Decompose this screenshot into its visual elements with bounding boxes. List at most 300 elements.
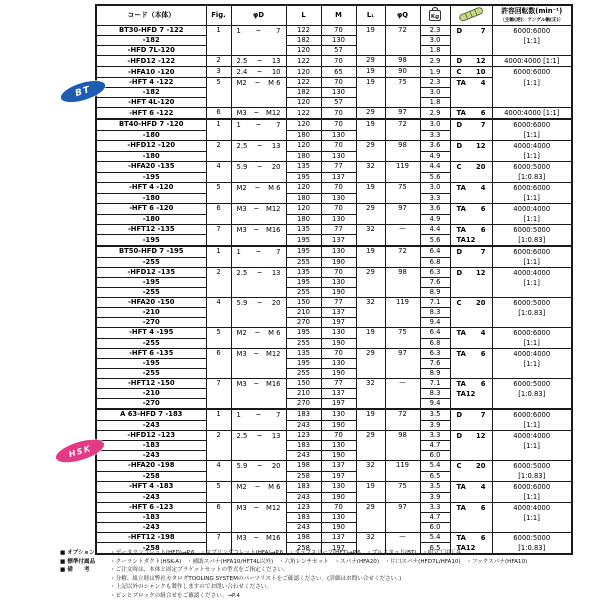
- hsk-shank-badge: HSK: [53, 435, 106, 467]
- length-m-cell: 190: [321, 257, 356, 268]
- mass-kg-cell: 3.0: [420, 36, 450, 46]
- diameter-q-cell: 97: [385, 204, 420, 225]
- mass-kg-cell: 1.8: [420, 46, 450, 56]
- fig-cell: 6: [206, 503, 231, 533]
- code-cell: -182: [96, 88, 206, 98]
- code-cell: -HFT 4 -183: [96, 482, 206, 493]
- length-l-cell: 150: [286, 379, 321, 389]
- diameter-range-cell: 2.4 ~ 10: [231, 67, 286, 78]
- mass-kg-cell: 2.9: [420, 108, 450, 120]
- mass-kg-cell: 1.9: [420, 67, 450, 78]
- rotation-speed-cell: 6000:5000 [1:0.83]: [492, 298, 572, 328]
- footnote-label: ■ 備 考: [60, 567, 90, 574]
- length-m-cell: 130: [321, 193, 356, 204]
- code-cell: -195: [96, 359, 206, 369]
- tool-code-cell: D 12: [450, 431, 492, 461]
- length-m-cell: 70: [321, 78, 356, 88]
- fig-cell: 1: [206, 409, 231, 431]
- diameter-range-cell: 2.5 ~ 13: [231, 56, 286, 67]
- bt-shank-badge: BT: [59, 77, 108, 107]
- spec-row: [96, 461, 572, 472]
- mass-kg-cell: 9.4: [420, 399, 450, 410]
- footnote-label: [60, 592, 110, 600]
- tool-code-cell: D 12: [450, 141, 492, 162]
- length-l1-cell: 19: [356, 26, 385, 56]
- length-l1-cell: 19: [356, 246, 385, 268]
- length-l-cell: 122: [286, 78, 321, 88]
- header-row: [96, 5, 572, 26]
- spec-row: [96, 298, 572, 308]
- length-m-cell: 130: [321, 246, 356, 257]
- length-m-cell: 197: [321, 543, 356, 554]
- mass-kg-cell: 2.3: [420, 78, 450, 88]
- mass-kg-cell: 6.4: [420, 328, 450, 339]
- rotation-speed-cell: 4000:4000 [1:1]: [492, 349, 572, 379]
- code-cell: -195: [96, 235, 206, 246]
- code-cell: -180: [96, 193, 206, 204]
- fig-cell: 3: [206, 67, 231, 78]
- length-l-cell: 183: [286, 513, 321, 523]
- diameter-range-cell: M2 ~ M 6: [231, 328, 286, 349]
- code-cell: -HFT 4L-120: [96, 98, 206, 108]
- length-l-cell: 122: [286, 56, 321, 67]
- length-m-cell: 70: [321, 183, 356, 194]
- diameter-q-cell: 98: [385, 141, 420, 162]
- spec-row: [96, 108, 572, 120]
- mass-kg-cell: 8.3: [420, 389, 450, 399]
- diameter-range-cell: 2.5 ~ 13: [231, 141, 286, 162]
- mass-kg-cell: 5.4: [420, 533, 450, 543]
- code-cell: -HFT 4 -122: [96, 78, 206, 88]
- footnote-line: [60, 583, 596, 592]
- length-l-cell: 255: [286, 369, 321, 379]
- length-l-cell: 195: [286, 328, 321, 339]
- fig-cell: 5: [206, 183, 231, 204]
- header-length-l1: L₁: [356, 5, 385, 26]
- diameter-q-cell: —: [385, 225, 420, 247]
- code-cell: -258: [96, 471, 206, 482]
- diameter-range-cell: M3 ~ M16: [231, 225, 286, 247]
- diameter-range-cell: M3 ~ M16: [231, 533, 286, 555]
- length-l-cell: 258: [286, 543, 321, 554]
- tool-code-cell: D 7: [450, 409, 492, 431]
- diameter-range-cell: 1 ~ 7: [231, 119, 286, 141]
- fig-cell: 1: [206, 246, 231, 268]
- length-l-cell: 243: [286, 523, 321, 533]
- tool-code-cell: TA 4: [450, 183, 492, 204]
- rotation-speed-cell: 6000:6000 [1:1]: [492, 482, 572, 503]
- rotation-speed-cell: 6000:6000: [492, 67, 572, 78]
- spec-row: [96, 409, 572, 420]
- length-m-cell: 197: [321, 399, 356, 410]
- mass-kg-cell: 6.4: [420, 246, 450, 257]
- length-l-cell: 182: [286, 88, 321, 98]
- length-m-cell: 190: [321, 420, 356, 431]
- weight-kg-icon: [420, 5, 450, 26]
- length-l1-cell: 29: [356, 56, 385, 67]
- length-l-cell: 135: [286, 349, 321, 359]
- length-l1-cell: 29: [356, 204, 385, 225]
- code-cell: -HFD12 -135: [96, 268, 206, 278]
- length-m-cell: 77: [321, 225, 356, 235]
- code-cell: BT50-HFD 7 -195: [96, 246, 206, 257]
- mass-kg-cell: 3.5: [420, 482, 450, 493]
- diameter-q-cell: 97: [385, 349, 420, 379]
- diameter-q-cell: 72: [385, 409, 420, 431]
- spec-row: [96, 533, 572, 543]
- length-l-cell: 195: [286, 172, 321, 183]
- length-m-cell: 57: [321, 98, 356, 108]
- code-cell: -243: [96, 451, 206, 461]
- mass-kg-cell: 3.5: [420, 409, 450, 420]
- code-cell: -195: [96, 172, 206, 183]
- length-l-cell: 120: [286, 98, 321, 108]
- length-l1-cell: 29: [356, 503, 385, 533]
- mass-kg-cell: 3.0: [420, 183, 450, 194]
- tool-code-cell: C 10: [450, 67, 492, 78]
- spec-row: [96, 431, 572, 441]
- length-m-cell: 190: [321, 338, 356, 349]
- length-l-cell: 210: [286, 389, 321, 399]
- length-m-cell: 130: [321, 513, 356, 523]
- length-l-cell: 255: [286, 288, 321, 298]
- rotation-speed-cell: 6000:6000 [1:1]: [492, 183, 572, 204]
- spec-row: [96, 119, 572, 130]
- spec-table: [95, 4, 573, 555]
- header-diameter-q: φQ: [385, 5, 420, 26]
- footnote-text: ・クーラントダクト(HSK-A) ・補助スパナ(HFA10/HFT4L以外) ・六角レンチセット ・スパナ(HFA20) ・片口スパナ(HFD7L/HFA10) ・フックスパナ(HFA10): [110, 558, 528, 565]
- diameter-q-cell: 75: [385, 183, 420, 204]
- length-m-cell: 130: [321, 88, 356, 98]
- mass-kg-cell: 3.9: [420, 492, 450, 503]
- diameter-q-cell: 90: [385, 67, 420, 78]
- tool-code-cell: TA 6: [450, 503, 492, 533]
- mass-kg-cell: 3.3: [420, 431, 450, 441]
- mass-kg-cell: 8.9: [420, 288, 450, 298]
- length-m-cell: 137: [321, 533, 356, 543]
- spec-row: [96, 482, 572, 493]
- length-l-cell: 183: [286, 482, 321, 493]
- rotation-speed-cell: [1:1]: [492, 78, 572, 108]
- spec-row: [96, 141, 572, 152]
- footnote-line: [60, 566, 596, 575]
- rotation-speed-cell: 4000:4000 [1:1]: [492, 56, 572, 67]
- length-m-cell: 197: [321, 471, 356, 482]
- mass-kg-cell: 6.8: [420, 338, 450, 349]
- length-l-cell: 122: [286, 108, 321, 120]
- diameter-q-cell: 119: [385, 162, 420, 183]
- mass-kg-cell: 7.1: [420, 298, 450, 308]
- length-l-cell: 195: [286, 278, 321, 288]
- length-l1-cell: 32: [356, 162, 385, 183]
- length-l1-cell: 19: [356, 119, 385, 141]
- length-l1-cell: 19: [356, 482, 385, 503]
- diameter-q-cell: 75: [385, 328, 420, 349]
- code-cell: -HFD12 -120: [96, 141, 206, 152]
- length-m-cell: 70: [321, 503, 356, 513]
- code-cell: -195: [96, 278, 206, 288]
- rotation-speed-cell: 4000:4000 [1:1]: [492, 503, 572, 533]
- rotation-speed-cell: 6000:5000 [1:0.83]: [492, 379, 572, 410]
- length-m-cell: 190: [321, 288, 356, 298]
- mass-kg-cell: 2.3: [420, 26, 450, 36]
- diameter-range-cell: 5.9 ~ 20: [231, 298, 286, 328]
- code-cell: -243: [96, 420, 206, 431]
- code-cell: BT40-HFD 7 -120: [96, 119, 206, 130]
- code-cell: -180: [96, 214, 206, 225]
- length-m-cell: 77: [321, 298, 356, 308]
- mass-kg-cell: 6.3: [420, 268, 450, 278]
- code-cell: -180: [96, 130, 206, 141]
- mass-kg-cell: 5.6: [420, 172, 450, 183]
- tool-code-cell: TA 6: [450, 349, 492, 379]
- length-l1-cell: 19: [356, 67, 385, 78]
- code-cell: -243: [96, 492, 206, 503]
- mass-kg-cell: 4.9: [420, 151, 450, 162]
- code-cell: -HFT12 -135: [96, 225, 206, 235]
- length-m-cell: 130: [321, 130, 356, 141]
- mass-kg-cell: 8.3: [420, 308, 450, 318]
- length-l1-cell: 32: [356, 225, 385, 247]
- diameter-range-cell: 5.9 ~ 20: [231, 461, 286, 482]
- mass-kg-cell: 6.8: [420, 257, 450, 268]
- length-l-cell: 195: [286, 359, 321, 369]
- header-diameter: φD: [231, 5, 286, 26]
- footnote-text: ・データランコレット(HFD)→P.6 ・スプリングコレット(HFA)→P.6 ・タップスリーブ(HFT)→P.6 ・プルスタッド(BT) ・組立て用工具: [110, 550, 462, 556]
- tool-code-cell: TA 6: [450, 108, 492, 120]
- length-m-cell: 70: [321, 268, 356, 278]
- length-l-cell: 120: [286, 141, 321, 152]
- length-l-cell: 210: [286, 308, 321, 318]
- spec-row: [96, 225, 572, 235]
- mass-kg-cell: 7.6: [420, 278, 450, 288]
- mass-kg-cell: 6.0: [420, 451, 450, 461]
- length-l-cell: 135: [286, 162, 321, 173]
- mass-kg-cell: 7.1: [420, 379, 450, 389]
- spec-row: [96, 503, 572, 513]
- length-l1-cell: 29: [356, 268, 385, 298]
- length-m-cell: 57: [321, 46, 356, 56]
- tool-code-cell: D 7: [450, 26, 492, 56]
- length-m-cell: 70: [321, 108, 356, 120]
- diameter-q-cell: —: [385, 379, 420, 410]
- tool-code-cell: D 12: [450, 268, 492, 298]
- tool-code-cell: TA 4: [450, 328, 492, 349]
- diameter-range-cell: 1 ~ 7: [231, 409, 286, 431]
- spec-row: [96, 204, 572, 215]
- length-m-cell: 77: [321, 162, 356, 173]
- code-cell: -HFT 6 -135: [96, 349, 206, 359]
- fig-cell: 4: [206, 162, 231, 183]
- length-m-cell: 70: [321, 204, 356, 215]
- fig-cell: 7: [206, 533, 231, 555]
- code-cell: -HFT12 -150: [96, 379, 206, 389]
- fig-cell: 2: [206, 56, 231, 67]
- diameter-q-cell: 72: [385, 119, 420, 141]
- length-l1-cell: 29: [356, 108, 385, 120]
- fig-cell: 5: [206, 78, 231, 108]
- length-l-cell: 120: [286, 183, 321, 194]
- tool-code-cell: C 20: [450, 461, 492, 482]
- fig-cell: 7: [206, 379, 231, 410]
- code-cell: -HFT 6 -123: [96, 503, 206, 513]
- footnote-text: ・上記以外のシャンクも製作しますのでお問い合わせください。: [110, 584, 272, 591]
- diameter-range-cell: 1 ~ 7: [231, 26, 286, 56]
- mass-kg-cell: 4.9: [420, 214, 450, 225]
- length-m-cell: 130: [321, 482, 356, 493]
- mass-kg-cell: 8.9: [420, 369, 450, 379]
- length-l1-cell: 32: [356, 379, 385, 410]
- tool-code-cell: TA 6 TA12: [450, 379, 492, 410]
- length-l-cell: 243: [286, 492, 321, 503]
- header-fig: Fig.: [206, 5, 231, 26]
- fig-cell: 2: [206, 141, 231, 162]
- wrench-icon: [456, 6, 486, 22]
- diameter-q-cell: 97: [385, 108, 420, 120]
- length-m-cell: 137: [321, 235, 356, 246]
- length-l1-cell: 29: [356, 141, 385, 162]
- rotation-speed-cell: 4000:4000 [1:1]: [492, 141, 572, 162]
- code-cell: -HFT 6 -122: [96, 108, 206, 120]
- code-cell: -210: [96, 308, 206, 318]
- length-m-cell: 130: [321, 214, 356, 225]
- header-code: コード（本体）: [96, 5, 206, 26]
- diameter-range-cell: M3 ~ M16: [231, 379, 286, 410]
- mass-kg-cell: 1.8: [420, 98, 450, 108]
- code-cell: -270: [96, 399, 206, 410]
- fig-cell: 2: [206, 268, 231, 298]
- length-l-cell: 198: [286, 533, 321, 543]
- length-m-cell: 190: [321, 451, 356, 461]
- diameter-q-cell: 98: [385, 268, 420, 298]
- mass-kg-cell: 5.6: [420, 235, 450, 246]
- footnote-label: ■ オプション: [60, 550, 95, 556]
- length-l-cell: 180: [286, 130, 321, 141]
- length-m-cell: 137: [321, 461, 356, 472]
- code-cell: -HFA20 -198: [96, 461, 206, 472]
- mass-kg-cell: 9.4: [420, 318, 450, 328]
- fig-cell: 6: [206, 108, 231, 120]
- length-l-cell: 198: [286, 461, 321, 472]
- length-m-cell: 137: [321, 389, 356, 399]
- diameter-range-cell: M2 ~ M 6: [231, 482, 286, 503]
- length-l-cell: 123: [286, 431, 321, 441]
- fig-cell: 1: [206, 26, 231, 56]
- length-l1-cell: 19: [356, 78, 385, 108]
- footnote-label: [60, 575, 110, 584]
- mass-kg-cell: 4.7: [420, 441, 450, 451]
- code-cell: -HFD 7L-120: [96, 46, 206, 56]
- footnote-label: [60, 583, 110, 592]
- diameter-range-cell: M3 ~ M12: [231, 108, 286, 120]
- code-cell: -270: [96, 318, 206, 328]
- table-body: [96, 26, 572, 555]
- spec-row: [96, 56, 572, 67]
- spec-row: [96, 78, 572, 88]
- tool-code-cell: D 12: [450, 56, 492, 67]
- length-l-cell: 120: [286, 67, 321, 78]
- code-cell: -255: [96, 257, 206, 268]
- length-l-cell: 135: [286, 225, 321, 235]
- length-m-cell: 65: [321, 67, 356, 78]
- length-l-cell: 150: [286, 298, 321, 308]
- spec-row: [96, 268, 572, 278]
- length-l1-cell: 19: [356, 409, 385, 431]
- tool-code-cell: TA 6 TA12: [450, 533, 492, 555]
- length-m-cell: 70: [321, 56, 356, 67]
- mass-kg-cell: 6.3: [420, 349, 450, 359]
- fig-cell: 6: [206, 349, 231, 379]
- spec-row: [96, 183, 572, 194]
- mass-kg-cell: 3.6: [420, 141, 450, 152]
- mass-kg-cell: 6.5: [420, 543, 450, 554]
- footnote-line: [60, 575, 596, 584]
- svg-text:Kg: Kg: [430, 14, 440, 20]
- length-m-cell: 190: [321, 369, 356, 379]
- length-l-cell: 243: [286, 451, 321, 461]
- mass-kg-cell: 3.3: [420, 193, 450, 204]
- footnote-line: [60, 592, 596, 600]
- diameter-range-cell: 2.5 ~ 13: [231, 268, 286, 298]
- header-rotation: 許容回転数(min⁻¹) 〔主軸(逆)：アングル軸(正)〕: [492, 5, 572, 26]
- length-l1-cell: 32: [356, 461, 385, 482]
- rotation-speed-cell: 6000:5000 [1:0.83]: [492, 225, 572, 247]
- length-l-cell: 182: [286, 36, 321, 46]
- length-l-cell: 120: [286, 119, 321, 130]
- length-m-cell: 130: [321, 278, 356, 288]
- length-l-cell: 180: [286, 214, 321, 225]
- length-l-cell: 195: [286, 235, 321, 246]
- fig-cell: 4: [206, 298, 231, 328]
- footnote-text: ・ご注文時は、本体と固定ブラケットセットの型式をご指定ください。: [110, 567, 289, 574]
- rotation-speed-cell: 4000:4000 [1:1]: [492, 268, 572, 298]
- diameter-range-cell: M3 ~ M12: [231, 349, 286, 379]
- length-l1-cell: 32: [356, 533, 385, 555]
- code-cell: -182: [96, 36, 206, 46]
- length-m-cell: 137: [321, 172, 356, 183]
- fig-cell: 5: [206, 328, 231, 349]
- diameter-range-cell: M3 ~ M12: [231, 503, 286, 533]
- length-l1-cell: 29: [356, 431, 385, 461]
- mass-kg-cell: 3.3: [420, 503, 450, 513]
- fig-cell: 2: [206, 431, 231, 461]
- header-length-m: M: [321, 5, 356, 26]
- length-m-cell: 130: [321, 328, 356, 339]
- length-m-cell: 77: [321, 379, 356, 389]
- tool-code-cell: TA 4: [450, 482, 492, 503]
- rotation-speed-cell: 4000:4000 [1:1]: [492, 108, 572, 120]
- wrench-icon: [450, 5, 492, 26]
- mass-kg-cell: 4.4: [420, 162, 450, 173]
- diameter-range-cell: 5.9 ~ 20: [231, 162, 286, 183]
- length-m-cell: 70: [321, 349, 356, 359]
- diameter-range-cell: M2 ~ M 6: [231, 78, 286, 108]
- spec-row: [96, 349, 572, 359]
- weight-kg-icon: [428, 6, 442, 22]
- rotation-speed-cell: 6000:6000 [1:1]: [492, 328, 572, 349]
- length-l-cell: 270: [286, 318, 321, 328]
- length-m-cell: 70: [321, 141, 356, 152]
- diameter-q-cell: 75: [385, 78, 420, 108]
- code-cell: -258: [96, 543, 206, 554]
- length-l-cell: 135: [286, 268, 321, 278]
- code-cell: A 63-HFD 7 -183: [96, 409, 206, 420]
- diameter-q-cell: 119: [385, 298, 420, 328]
- fig-cell: 6: [206, 204, 231, 225]
- tool-code-cell: D 7: [450, 246, 492, 268]
- mass-kg-cell: 3.0: [420, 88, 450, 98]
- length-l-cell: 195: [286, 246, 321, 257]
